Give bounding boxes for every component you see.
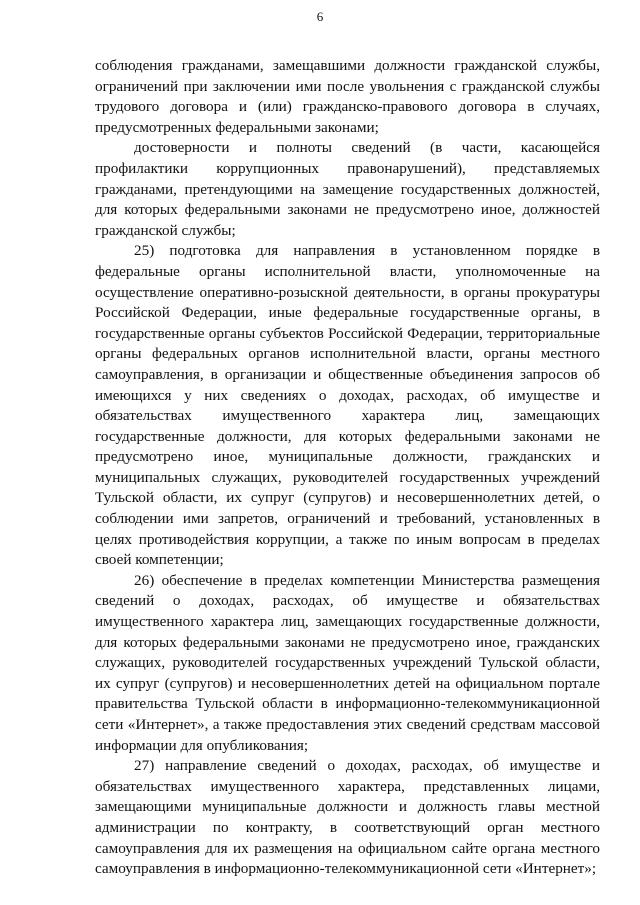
page-number: 6: [316, 9, 324, 24]
paragraph-item-27: 27) направление сведений о доходах, расходах, об имуществе и обязательствах имущественного характера, представленных лицами, замещающими муниципальные должности и должность главы местной администрации по контракту, в соответствующий орган местного самоуправления для их размещения на официальном сайте органа местного самоуправления в информационно-телекоммуникационной сети «Интернет»;: [95, 757, 600, 878]
paragraph-restrictions-compliance: соблюдения гражданами, замещавшими должности гражданской службы, ограничений при заключении ими после увольнения с гражданской службы трудового договора и (или) гражданско-правового договора в случаях, предусмотренных федеральными законами;: [95, 57, 600, 136]
paragraph-reliability-of-information: достоверности и полноты сведений (в части, касающейся профилактики коррупционных правонарушений), представляемых гражданами, претендующими на замещение государственных должностей, для которых федеральными законами не предусмотрено иное, должностей гражданской службы;: [95, 139, 600, 239]
document-body: [95, 56, 600, 880]
paragraph-item-25: 25) подготовка для направления в установленном порядке в федеральные органы исполнительной власти, уполномоченные на осуществление оперативно-розыскной деятельности, в органы прокуратуры Российской Федерации, иные федеральные государственные органы, в государственные органы субъектов Российской Федерации, территориальные органы федеральных органов исполнительной власти, органы местного самоуправления, в организации и общественные объединения запросов об имеющихся у них сведениях о доходах, расходах, об имуществе и обязательствах имущественного характера лиц, замещающих государственные должности, для которых федеральными законами не предусмотрено иное, муниципальные должности, гражданских и муниципальных служащих, руководителей государственных учреждений Тульской области, их супруг (супругов) и несовершеннолетних детей, о соблюдении ими запретов, ограничений и требований, установленных в целях противодействия коррупции, а также по иным вопросам в пределах своей компетенции;: [95, 242, 600, 569]
paragraph-item-26: 26) обеспечение в пределах компетенции Министерства размещения сведений о доходах, расходах, об имуществе и обязательствах имущественного характера лиц, замещающих государственные должности, для которых федеральными законами не предусмотрено иное, гражданских служащих, руководителей государственных учреждений Тульской области, их супруг (супругов) и несовершеннолетних детей на официальном портале правительства Тульской области в информационно-телекоммуникационной сети «Интернет», а также предоставления этих сведений средствам массовой информации для опубликования;: [95, 571, 600, 754]
